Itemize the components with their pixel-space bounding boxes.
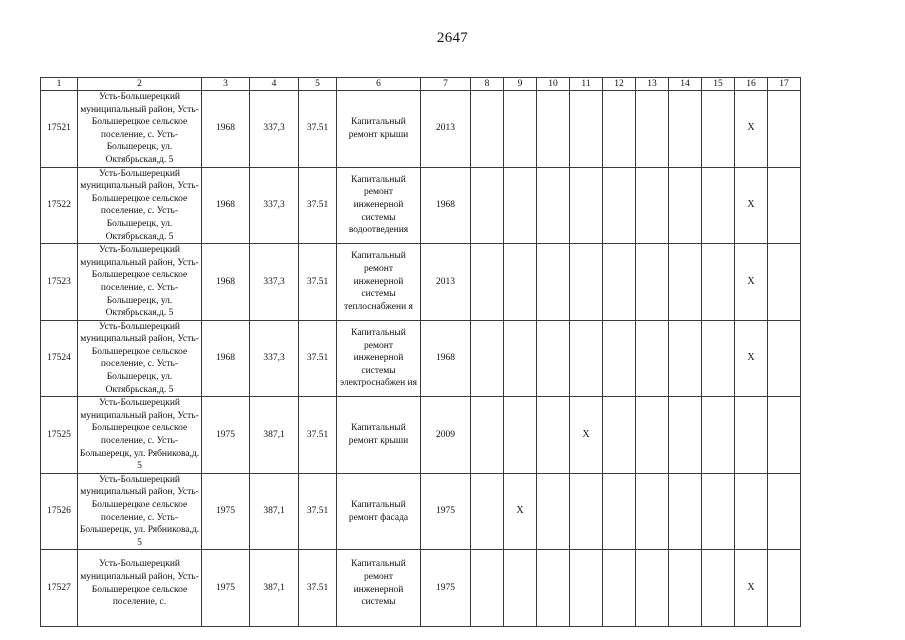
mark-cell-col-9: [504, 244, 537, 321]
column-number: 2: [78, 78, 202, 91]
record-id-cell: 17525: [41, 397, 78, 474]
column-number: 11: [570, 78, 603, 91]
column-number: 9: [504, 78, 537, 91]
area-cell: 337,3: [250, 167, 299, 244]
column-number: 17: [768, 78, 801, 91]
mark-cell-col-9: [504, 397, 537, 474]
mark-cell-col-17: [768, 91, 801, 168]
code-cell: 37.51: [299, 320, 337, 397]
column-number: 3: [202, 78, 250, 91]
repair-year-cell: 1968: [421, 167, 471, 244]
mark-cell-col-17: [768, 244, 801, 321]
mark-cell-col-12: [603, 550, 636, 627]
mark-cell-col-10: [537, 167, 570, 244]
mark-cell-col-12: [603, 91, 636, 168]
page-number: 2647: [436, 30, 469, 46]
column-number: 8: [471, 78, 504, 91]
mark-cell-col-16: [735, 397, 768, 474]
mark-cell-col-16: [735, 473, 768, 550]
mark-cell-col-9: [504, 167, 537, 244]
record-id-cell: 17527: [41, 550, 78, 627]
mark-cell-col-12: [603, 320, 636, 397]
mark-cell-col-12: [603, 244, 636, 321]
work-type-cell: Капитальный ремонт инженерной системы теплоснабжени я: [337, 244, 421, 321]
column-number: 15: [702, 78, 735, 91]
area-cell: 387,1: [250, 473, 299, 550]
mark-cell-col-15: [702, 397, 735, 474]
mark-cell-col-13: [636, 473, 669, 550]
mark-cell-col-11: [570, 473, 603, 550]
mark-cell-col-10: [537, 244, 570, 321]
work-type-cell: Капитальный ремонт инженерной системы водоотведения: [337, 167, 421, 244]
address-cell: Усть-Большерецкий муниципальный район, Усть-Большерецкое сельское поселение, с. Усть-Большерецк, ул. Октябрьская,д. 5: [78, 167, 202, 244]
mark-cell-col-15: [702, 550, 735, 627]
record-id-cell: 17526: [41, 473, 78, 550]
repair-year-cell: 2009: [421, 397, 471, 474]
year-built-cell: 1968: [202, 320, 250, 397]
mark-cell-col-16: Х: [735, 550, 768, 627]
mark-cell-col-8: [471, 473, 504, 550]
mark-cell-col-14: [669, 91, 702, 168]
year-built-cell: 1975: [202, 473, 250, 550]
mark-cell-col-10: [537, 397, 570, 474]
year-built-cell: 1975: [202, 397, 250, 474]
record-id-cell: 17524: [41, 320, 78, 397]
mark-cell-col-9: [504, 91, 537, 168]
work-type-cell: Капитальный ремонт крыши: [337, 397, 421, 474]
address-cell: Усть-Большерецкий муниципальный район, Усть-Большерецкое сельское поселение, с. Усть-Большерецк, ул. Рябникова,д. 5: [78, 473, 202, 550]
work-type-cell: Капитальный ремонт инженерной системы электроснабжен ия: [337, 320, 421, 397]
repair-year-cell: 1975: [421, 473, 471, 550]
work-type-cell: Капитальный ремонт инженерной системы: [337, 550, 421, 627]
table-row: [41, 397, 801, 474]
mark-cell-col-17: [768, 397, 801, 474]
mark-cell-col-10: [537, 473, 570, 550]
work-type-cell: Капитальный ремонт фасада: [337, 473, 421, 550]
mark-cell-col-9: [504, 550, 537, 627]
column-number: 12: [603, 78, 636, 91]
address-cell: Усть-Большерецкий муниципальный район, Усть-Большерецкое сельское поселение, с. Усть-Большерецк, ул. Октябрьская,д. 5: [78, 91, 202, 168]
column-number: 10: [537, 78, 570, 91]
mark-cell-col-8: [471, 244, 504, 321]
code-cell: 37.51: [299, 167, 337, 244]
mark-cell-col-8: [471, 91, 504, 168]
mark-cell-col-12: [603, 397, 636, 474]
repair-year-cell: 2013: [421, 244, 471, 321]
code-cell: 37.51: [299, 397, 337, 474]
mark-cell-col-9: Х: [504, 473, 537, 550]
mark-cell-col-14: [669, 167, 702, 244]
mark-cell-col-16: Х: [735, 91, 768, 168]
address-cell: Усть-Большерецкий муниципальный район, Усть-Большерецкое сельское поселение, с. Усть-Большерецк, ул. Октябрьская,д. 5: [78, 244, 202, 321]
mark-cell-col-11: [570, 91, 603, 168]
mark-cell-col-15: [702, 473, 735, 550]
record-id-cell: 17522: [41, 167, 78, 244]
mark-cell-col-16: Х: [735, 244, 768, 321]
mark-cell-col-8: [471, 550, 504, 627]
mark-cell-col-10: [537, 320, 570, 397]
code-cell: 37.51: [299, 244, 337, 321]
mark-cell-col-9: [504, 320, 537, 397]
mark-cell-col-11: [570, 167, 603, 244]
mark-cell-col-15: [702, 91, 735, 168]
mark-cell-col-14: [669, 550, 702, 627]
mark-cell-col-11: [570, 320, 603, 397]
repair-register-table: [40, 77, 801, 627]
mark-cell-col-13: [636, 244, 669, 321]
mark-cell-col-11: [570, 550, 603, 627]
mark-cell-col-10: [537, 550, 570, 627]
mark-cell-col-14: [669, 473, 702, 550]
mark-cell-col-15: [702, 244, 735, 321]
column-number: 16: [735, 78, 768, 91]
mark-cell-col-14: [669, 244, 702, 321]
area-cell: 337,3: [250, 320, 299, 397]
mark-cell-col-11: Х: [570, 397, 603, 474]
column-number-row: [41, 78, 801, 91]
column-number: 1: [41, 78, 78, 91]
mark-cell-col-8: [471, 397, 504, 474]
table-row: [41, 91, 801, 168]
table-row: [41, 550, 801, 627]
column-number: 5: [299, 78, 337, 91]
work-type-cell: Капитальный ремонт крыши: [337, 91, 421, 168]
area-cell: 337,3: [250, 91, 299, 168]
year-built-cell: 1968: [202, 91, 250, 168]
column-number: 14: [669, 78, 702, 91]
column-number: 4: [250, 78, 299, 91]
repair-year-cell: 1968: [421, 320, 471, 397]
repair-year-cell: 1975: [421, 550, 471, 627]
address-cell: Усть-Большерецкий муниципальный район, Усть-Большерецкое сельское поселение, с. Усть-Большерецк, ул. Октябрьская,д. 5: [78, 320, 202, 397]
mark-cell-col-16: Х: [735, 167, 768, 244]
mark-cell-col-8: [471, 320, 504, 397]
year-built-cell: 1968: [202, 244, 250, 321]
repair-year-cell: 2013: [421, 91, 471, 168]
mark-cell-col-12: [603, 167, 636, 244]
table-row: [41, 244, 801, 321]
mark-cell-col-13: [636, 167, 669, 244]
mark-cell-col-17: [768, 320, 801, 397]
area-cell: 337,3: [250, 244, 299, 321]
code-cell: 37.51: [299, 91, 337, 168]
column-number: 6: [337, 78, 421, 91]
code-cell: 37.51: [299, 473, 337, 550]
area-cell: 387,1: [250, 550, 299, 627]
mark-cell-col-13: [636, 320, 669, 397]
mark-cell-col-13: [636, 397, 669, 474]
mark-cell-col-14: [669, 320, 702, 397]
mark-cell-col-11: [570, 244, 603, 321]
area-cell: 387,1: [250, 397, 299, 474]
table-row: [41, 167, 801, 244]
record-id-cell: 17523: [41, 244, 78, 321]
mark-cell-col-14: [669, 397, 702, 474]
mark-cell-col-15: [702, 167, 735, 244]
column-number: 7: [421, 78, 471, 91]
address-cell: Усть-Большерецкий муниципальный район, Усть-Большерецкое сельское поселение, с. Усть-Большерецк, ул. Рябникова,д. 5: [78, 397, 202, 474]
address-cell: Усть-Большерецкий муниципальный район, Усть-Большерецкое сельское поселение, с.: [78, 550, 202, 627]
table-row: [41, 320, 801, 397]
mark-cell-col-13: [636, 91, 669, 168]
mark-cell-col-13: [636, 550, 669, 627]
mark-cell-col-16: Х: [735, 320, 768, 397]
mark-cell-col-10: [537, 91, 570, 168]
table-row: [41, 473, 801, 550]
mark-cell-col-12: [603, 473, 636, 550]
mark-cell-col-17: [768, 167, 801, 244]
code-cell: 37.51: [299, 550, 337, 627]
mark-cell-col-8: [471, 167, 504, 244]
mark-cell-col-17: [768, 473, 801, 550]
record-id-cell: 17521: [41, 91, 78, 168]
year-built-cell: 1975: [202, 550, 250, 627]
mark-cell-col-15: [702, 320, 735, 397]
mark-cell-col-17: [768, 550, 801, 627]
column-number: 13: [636, 78, 669, 91]
year-built-cell: 1968: [202, 167, 250, 244]
